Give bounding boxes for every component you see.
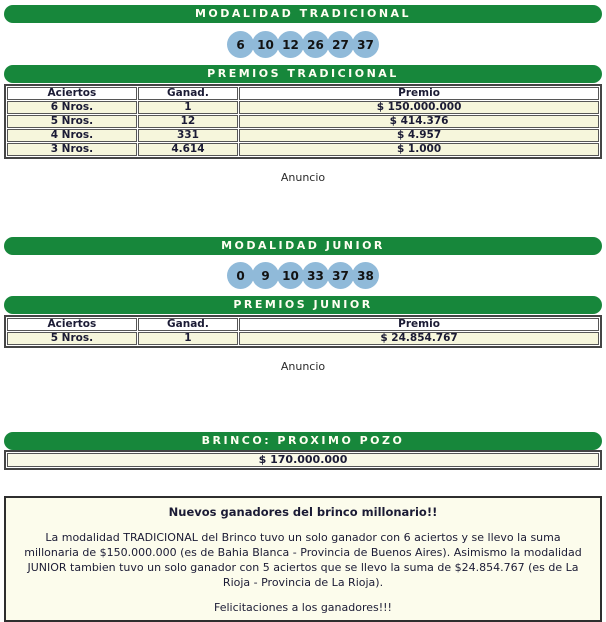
lottery-ball: 27 — [327, 31, 354, 58]
brinco-pozo-table — [4, 450, 602, 470]
cell-premio: $ 4.957 — [239, 129, 599, 142]
column-header-premio: Premio — [239, 318, 599, 331]
lottery-ball: 33 — [302, 262, 329, 289]
tradicional-section-header: MODALIDAD TRADICIONAL — [4, 5, 602, 23]
cell-premio: $ 24.854.767 — [239, 332, 599, 345]
column-header-ganad: Ganad. — [138, 87, 238, 100]
lottery-ball: 0 — [227, 262, 254, 289]
column-header-aciertos: Aciertos — [7, 318, 137, 331]
cell-ganadores: 4.614 — [138, 143, 238, 156]
cell-aciertos: 5 Nros. — [7, 115, 137, 128]
tradicional-prizes-header: PREMIOS TRADICIONAL — [4, 65, 602, 83]
lottery-ball: 38 — [352, 262, 379, 289]
cell-premio: $ 150.000.000 — [239, 101, 599, 114]
junior-prizes-table — [4, 315, 602, 348]
junior-drawn-numbers — [0, 262, 606, 289]
lottery-ball: 10 — [277, 262, 304, 289]
table-row — [7, 115, 599, 128]
cell-aciertos: 4 Nros. — [7, 129, 137, 142]
cell-ganadores: 1 — [138, 332, 238, 345]
ad-slot-empty — [0, 374, 606, 432]
tradicional-drawn-numbers — [0, 31, 606, 58]
lottery-ball: 37 — [352, 31, 379, 58]
table-row — [7, 129, 599, 142]
table-row — [7, 101, 599, 114]
cell-aciertos: 5 Nros. — [7, 332, 137, 345]
column-header-premio: Premio — [239, 87, 599, 100]
junior-prizes-header: PREMIOS JUNIOR — [4, 296, 602, 314]
cell-ganadores: 331 — [138, 129, 238, 142]
cell-premio: $ 1.000 — [239, 143, 599, 156]
winners-announcement-box — [4, 496, 602, 622]
lottery-ball: 37 — [327, 262, 354, 289]
announcement-footer: Felicitaciones a los ganadores!!! — [214, 601, 392, 614]
table-header-row — [7, 87, 599, 100]
ad-placeholder-label: Anuncio — [280, 171, 326, 184]
cell-aciertos: 3 Nros. — [7, 143, 137, 156]
column-header-aciertos: Aciertos — [7, 87, 137, 100]
lottery-ball: 9 — [252, 262, 279, 289]
pozo-amount: $ 170.000.000 — [7, 453, 599, 467]
table-header-row — [7, 318, 599, 331]
lottery-ball: 6 — [227, 31, 254, 58]
table-row — [7, 453, 599, 467]
ad-placeholder-label: Anuncio — [280, 360, 326, 373]
lottery-ball: 12 — [277, 31, 304, 58]
table-row — [7, 143, 599, 156]
lottery-ball: 26 — [302, 31, 329, 58]
cell-ganadores: 1 — [138, 101, 238, 114]
tradicional-prizes-table — [4, 84, 602, 159]
cell-premio: $ 414.376 — [239, 115, 599, 128]
lottery-ball: 10 — [252, 31, 279, 58]
column-header-ganad: Ganad. — [138, 318, 238, 331]
junior-section-header: MODALIDAD JUNIOR — [4, 237, 602, 255]
cell-ganadores: 12 — [138, 115, 238, 128]
announcement-title: Nuevos ganadores del brinco millonario!! — [168, 505, 438, 519]
announcement-body: La modalidad TRADICIONAL del Brinco tuvo un solo ganador con 6 aciertos y se llevo la suma millonaria de $150.000.000 (es de Bahia Blanca - Provincia de Buenos Aires). Asimismo la modalidad JUNIOR tambien tuvo un solo ganador con 5 aciertos que se llevo la suma de $24.854.767 (es de La Rioja - Provincia de La Rioja). — [24, 531, 582, 589]
cell-aciertos: 6 Nros. — [7, 101, 137, 114]
brinco-pozo-header: BRINCO: PROXIMO POZO — [4, 432, 602, 450]
table-row — [7, 332, 599, 345]
ad-slot-empty — [0, 185, 606, 237]
